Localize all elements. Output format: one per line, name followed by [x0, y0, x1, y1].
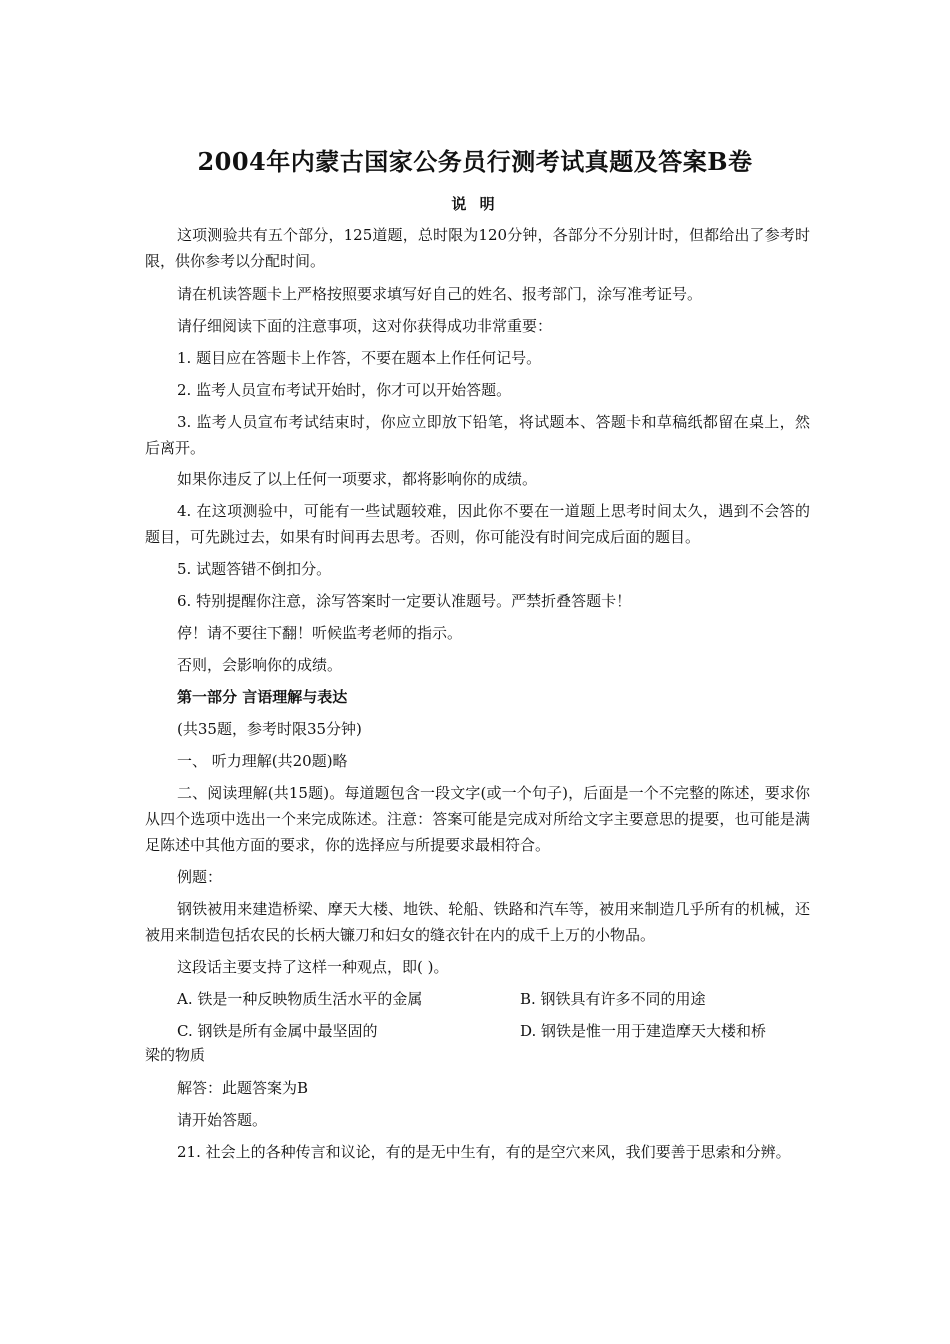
section-title: 第一部分 言语理解与表达 — [177, 688, 348, 706]
document-title: 2004年内蒙古国家公务员行测考试真题及答案B卷 — [197, 147, 753, 176]
example-answer: 解答：此题答案为B — [177, 1079, 309, 1097]
part-reading: 二、阅读理解(共15题)。每道题包含一段文字(或一个句子)，后面是一个不完整的陈述，要求你从四个选项中选出一个来完成陈述。注意：答案可能是完成对所给文字主要意思的提要，也可能是满足陈述中其他方面的要求，你的选择应与所提要求最相符合。 — [145, 784, 810, 854]
part-listening: 一、 听力理解(共20题)略 — [177, 752, 348, 770]
instruction-item: 3. 监考人员宣布考试结束时，你应立即放下铅笔，将试题本、答题卡和草稿纸都留在桌上，然后离开。 — [145, 413, 810, 457]
option-c: C. 钢铁是所有金属中最坚固的 — [177, 1022, 378, 1040]
instruction-paragraph: 如果你违反了以上任何一项要求，都将影响你的成绩。 — [177, 470, 538, 488]
instruction-paragraph: 停！请不要往下翻！听候监考老师的指示。 — [177, 624, 463, 642]
example-question: 这段话主要支持了这样一种观点，即( )。 — [177, 958, 449, 976]
instruction-item: 5. 试题答错不倒扣分。 — [177, 560, 332, 578]
instruction-item: 1. 题目应在答题卡上作答，不要在题本上作任何记号。 — [177, 349, 542, 367]
instruction-paragraph: 否则，会影响你的成绩。 — [177, 656, 343, 674]
section-note: (共35题，参考时限35分钟) — [177, 720, 362, 738]
example-label: 例题： — [177, 868, 223, 886]
option-b: B. 钢铁具有许多不同的用途 — [520, 990, 706, 1008]
instruction-paragraph: 请仔细阅读下面的注意事项，这对你获得成功非常重要： — [177, 317, 553, 335]
instruction-item: 6. 特别提醒你注意，涂写答案时一定要认准题号。严禁折叠答题卡！ — [177, 592, 632, 610]
instruction-paragraph: 这项测验共有五个部分，125道题，总时限为120分钟，各部分不分别计时，但都给出了参考时限，供你参考以分配时间。 — [145, 226, 810, 270]
option-d: D. 钢铁是惟一用于建造摩天大楼和桥 — [520, 1022, 767, 1040]
instruction-item: 2. 监考人员宣布考试开始时，你才可以开始答题。 — [177, 381, 512, 399]
start-instruction: 请开始答题。 — [177, 1111, 268, 1129]
option-d-continued: 梁的物质 — [145, 1046, 206, 1064]
instructions-heading: 说 明 — [451, 195, 499, 213]
instruction-item: 4. 在这项测验中，可能有一些试题较难，因此你不要在一道题上思考时间太久，遇到不会答的题目，可先跳过去，如果有时间再去思考。否则，你可能没有时间完成后面的题目。 — [145, 502, 810, 546]
example-text: 钢铁被用来建造桥梁、摩天大楼、地铁、轮船、铁路和汽车等，被用来制造几乎所有的机械，还被用来制造包括农民的长柄大镰刀和妇女的缝衣针在内的成千上万的小物品。 — [145, 900, 810, 944]
instruction-paragraph: 请在机读答题卡上严格按照要求填写好自己的姓名、报考部门，涂写准考证号。 — [177, 285, 703, 303]
option-a: A. 铁是一种反映物质生活水平的金属 — [177, 990, 423, 1008]
question-21: 21. 社会上的各种传言和议论，有的是无中生有，有的是空穴来风，我们要善于思索和分辨。 — [177, 1143, 791, 1161]
